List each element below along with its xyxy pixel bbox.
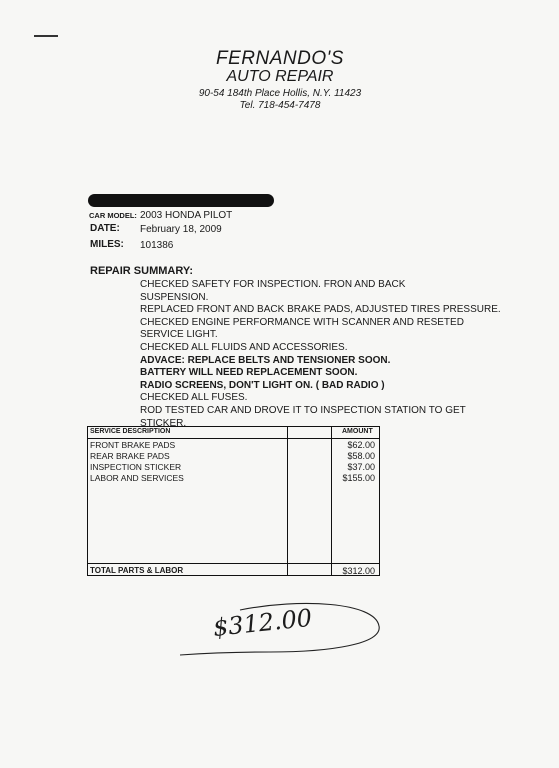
summary-line: REPLACED FRONT AND BACK BRAKE PADS, ADJUSTED TIRES PRESSURE. bbox=[140, 304, 501, 316]
table-row-desc: LABOR AND SERVICES bbox=[90, 473, 184, 483]
handwritten-amount: $312.00 bbox=[211, 603, 314, 642]
summary-line: SUSPENSION. bbox=[140, 291, 209, 303]
summary-line: CHECKED ENGINE PERFORMANCE WITH SCANNER AND RESETED bbox=[140, 316, 464, 328]
summary-line: SERVICE LIGHT. bbox=[140, 329, 218, 341]
date-value: February 18, 2009 bbox=[140, 224, 222, 235]
summary-line-advice: BATTERY WILL NEED REPLACEMENT SOON. bbox=[140, 367, 358, 379]
miles-label: MILES: bbox=[90, 239, 124, 250]
table-row-desc: FRONT BRAKE PADS bbox=[90, 440, 176, 450]
summary-line: STICKER. bbox=[140, 417, 187, 429]
shop-address: 90-54 184th Place Hollis, N.Y. 11423 bbox=[198, 88, 362, 99]
table-row-amount: $58.00 bbox=[347, 451, 375, 461]
summary-line-advice: ADVACE: REPLACE BELTS AND TENSIONER SOON. bbox=[140, 354, 391, 366]
margin-mark bbox=[34, 35, 58, 37]
repair-summary-label: REPAIR SUMMARY: bbox=[90, 265, 194, 277]
shop-phone: Tel. 718-454-7478 bbox=[239, 100, 321, 111]
redaction-bar bbox=[88, 194, 274, 207]
total-amount: $312.00 bbox=[342, 566, 375, 576]
table-row-amount: $37.00 bbox=[347, 462, 375, 472]
table-row-amount: $62.00 bbox=[347, 440, 375, 450]
shop-subtitle: AUTO REPAIR bbox=[226, 68, 334, 85]
table-row-desc: REAR BRAKE PADS bbox=[90, 451, 170, 461]
header-rule bbox=[88, 438, 379, 439]
handwritten-total bbox=[180, 592, 385, 662]
total-label: TOTAL PARTS & LABOR bbox=[90, 566, 184, 575]
repair-summary bbox=[140, 279, 501, 430]
summary-line-advice: RADIO SCREENS, DON'T LIGHT ON. ( BAD RADIO ) bbox=[140, 379, 385, 391]
charges-table bbox=[87, 426, 380, 576]
miles-value: 101386 bbox=[140, 240, 174, 251]
summary-line: ROD TESTED CAR AND DROVE IT TO INSPECTION STATION TO GET bbox=[140, 404, 466, 416]
date-label: DATE: bbox=[90, 223, 120, 234]
summary-line: CHECKED ALL FUSES. bbox=[140, 392, 248, 404]
table-row-amount: $155.00 bbox=[342, 473, 375, 483]
blank-column bbox=[288, 427, 332, 575]
table-row-desc: INSPECTION STICKER bbox=[90, 462, 182, 472]
summary-line: CHECKED SAFETY FOR INSPECTION. FRON AND BACK bbox=[140, 279, 406, 290]
summary-line: CHECKED ALL FLUIDS AND ACCESSORIES. bbox=[140, 341, 348, 353]
shop-name: FERNANDO'S bbox=[216, 48, 344, 69]
col-header-amount: AMOUNT bbox=[342, 428, 373, 435]
car-model-value: 2003 HONDA PILOT bbox=[140, 210, 233, 221]
car-model-label: CAR MODEL: bbox=[89, 211, 137, 220]
col-header-service: SERVICE DESCRIPTION bbox=[90, 428, 171, 435]
footer-rule bbox=[88, 563, 379, 564]
